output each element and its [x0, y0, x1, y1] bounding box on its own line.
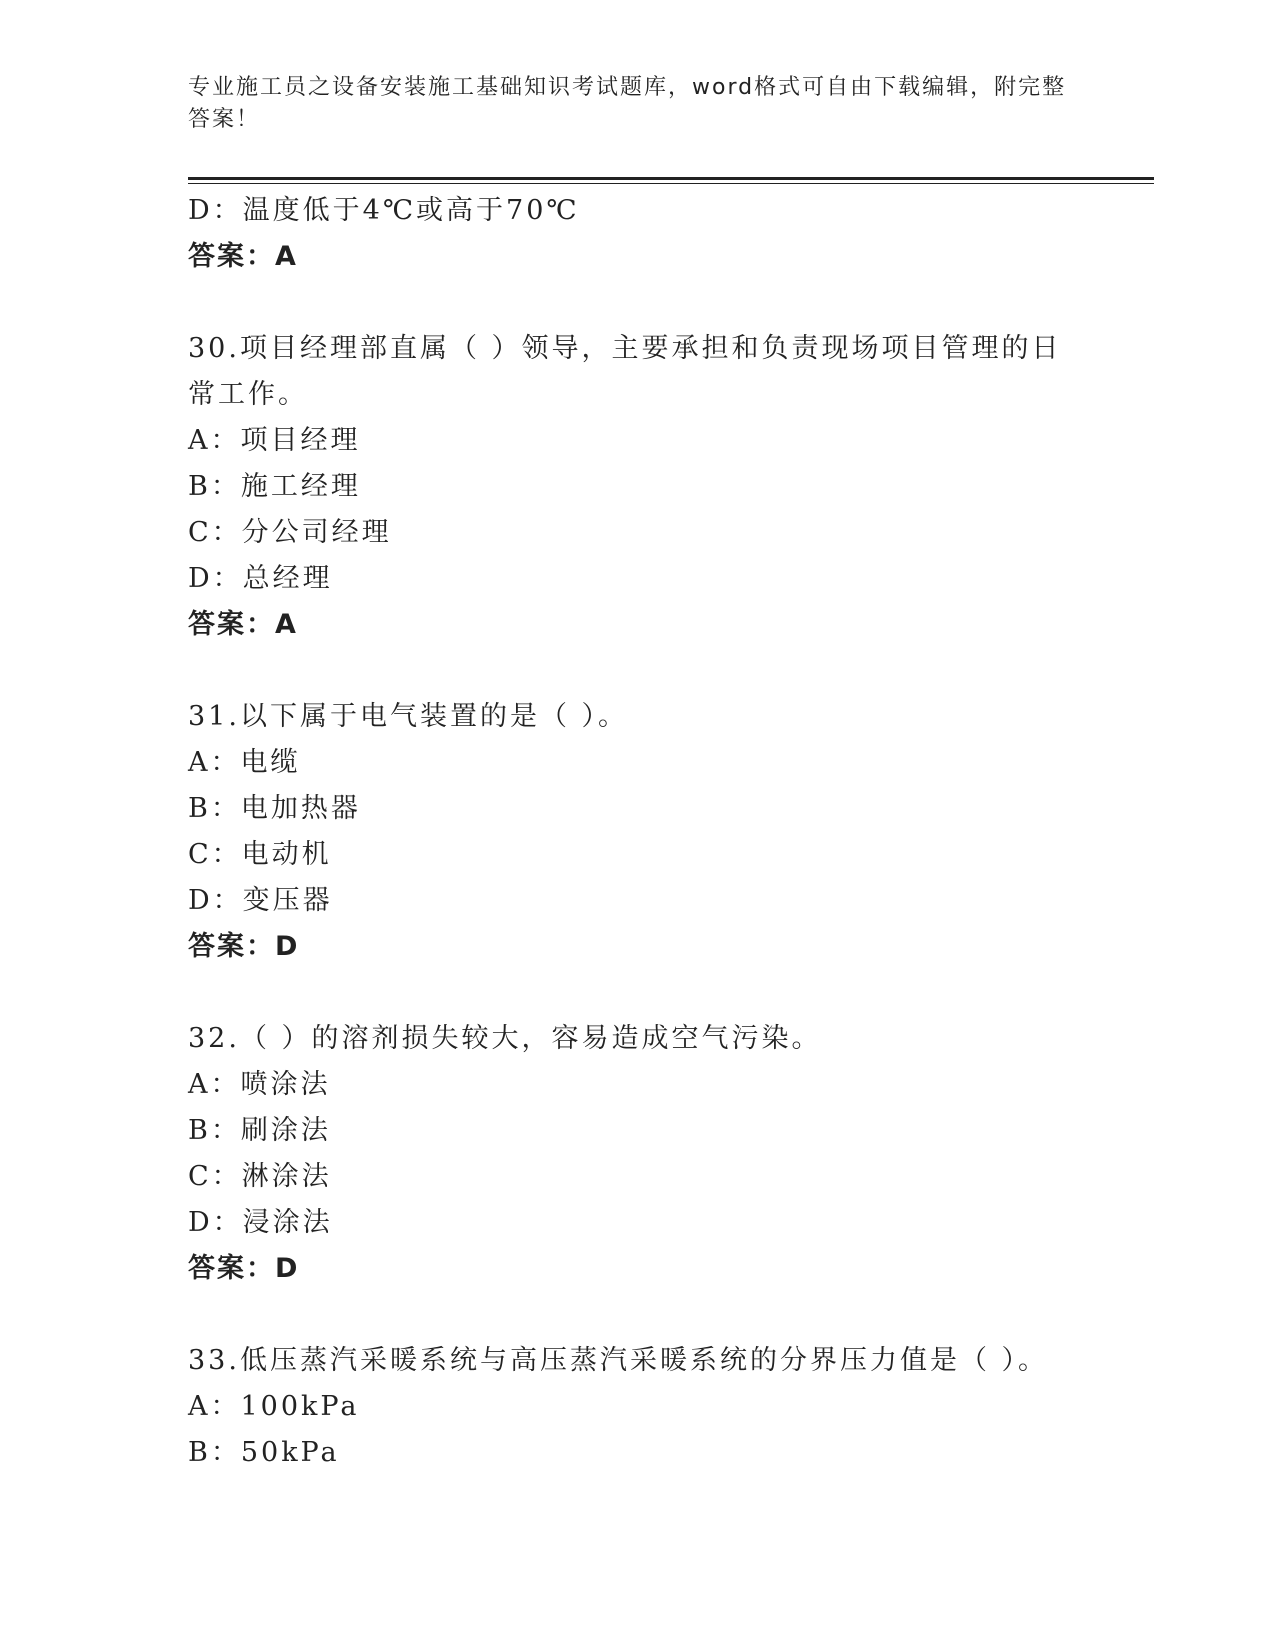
header-rule-thick	[188, 177, 1154, 180]
answer: 答案：A	[188, 241, 298, 272]
option-a: A：100kPa	[188, 1391, 360, 1422]
question-stem: 30.项目经理部直属（ ）领导，主要承担和负责现场项目管理的日常工作。	[188, 333, 1062, 410]
question-stem: 32.（ ）的溶剂损失较大，容易造成空气污染。	[188, 1023, 822, 1054]
spacer	[188, 280, 1068, 326]
answer: 答案：A	[188, 609, 298, 640]
option-c: C：电动机	[188, 839, 332, 870]
spacer	[188, 1292, 1068, 1338]
option-a: A：喷涂法	[188, 1069, 331, 1100]
option-b: B：电加热器	[188, 793, 361, 824]
answer: 答案：D	[188, 931, 300, 962]
question-stem: 33.低压蒸汽采暖系统与高压蒸汽采暖系统的分界压力值是（ ）。	[188, 1345, 1049, 1376]
option-c: C：淋涂法	[188, 1161, 332, 1192]
option-d: D：变压器	[188, 885, 333, 916]
option-b: B：施工经理	[188, 471, 361, 502]
answer: 答案：D	[188, 1253, 300, 1284]
question-31	[188, 694, 1068, 970]
option-a: A：项目经理	[188, 425, 361, 456]
option-d: D：浸涂法	[188, 1207, 333, 1238]
option-a: A：电缆	[188, 747, 301, 778]
question-list	[188, 188, 1068, 1476]
option-d: D：温度低于4℃或高于70℃	[188, 195, 580, 226]
option-c: C：分公司经理	[188, 517, 392, 548]
spacer	[188, 970, 1068, 1016]
header-rule-thin	[188, 183, 1154, 184]
question-stem: 31.以下属于电气装置的是（ ）。	[188, 701, 629, 732]
option-b: B：刷涂法	[188, 1115, 331, 1146]
option-d: D：总经理	[188, 563, 333, 594]
option-b: B：50kPa	[188, 1437, 340, 1468]
document-header: 专业施工员之设备安装施工基础知识考试题库，word格式可自由下载编辑，附完整答案！	[188, 75, 1067, 132]
question-32	[188, 1016, 1068, 1292]
spacer	[188, 648, 1068, 694]
question-33	[188, 1338, 1068, 1476]
question-30	[188, 326, 1068, 648]
